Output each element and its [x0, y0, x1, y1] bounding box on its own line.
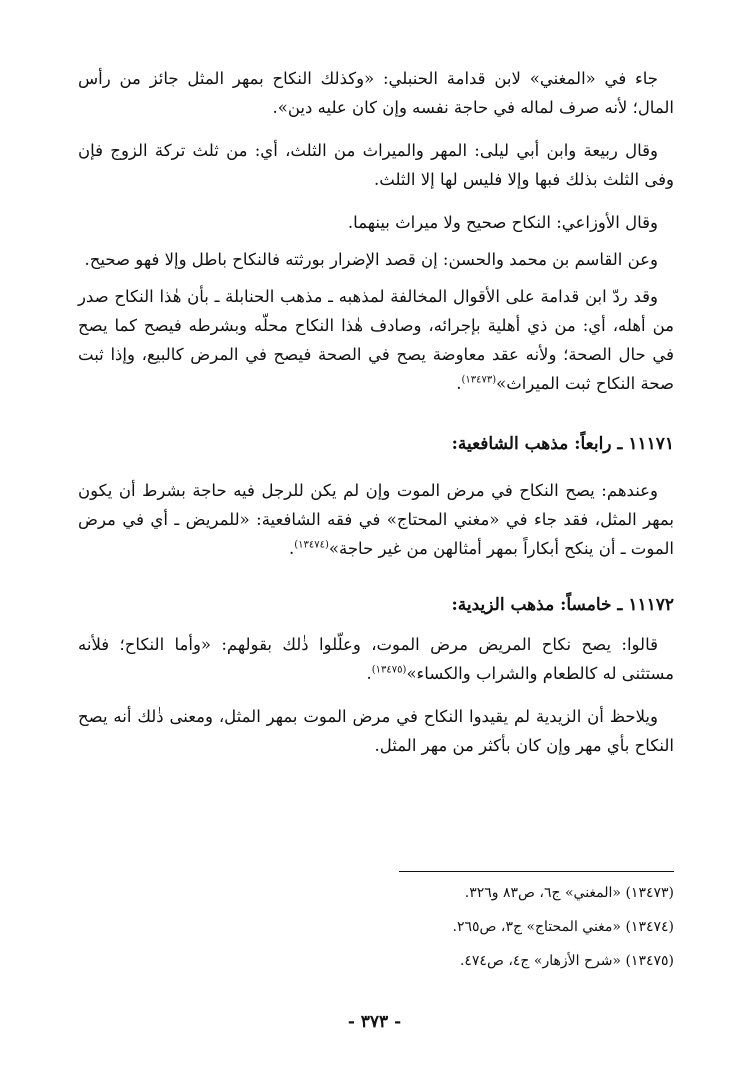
paragraph-text: ويلاحظ أن الزيدية لم يقيدوا النكاح في مرض الموت بمهر المثل، ومعنى ذٰلك أنه يصح النكاح بأي مهر وإن كان بأكثر من مهر المثل.	[78, 707, 674, 755]
footnote-3: (١٣٤٧٥) «شرح الأزهار» ج٤، ص٤٧٤.	[459, 953, 674, 969]
paragraph-qasim	[78, 245, 674, 274]
footnote-1: (١٣٤٧٣) «المغني» ج٦، ص٨٣ و٣٢٦.	[464, 885, 674, 901]
paragraph-awzai	[78, 208, 674, 237]
footnote-2: (١٣٤٧٤) «مغني المحتاج» ج٣، ص٢٦٥.	[452, 919, 674, 935]
paragraph-text: وقال الأوزاعي: النكاح صحيح ولا ميراث بينهما.	[347, 213, 658, 232]
body-text-shafii	[78, 476, 674, 563]
paragraph-mughni-quote	[78, 64, 674, 122]
paragraph-ibn-qudama-reply: وقد ردّ ابن قدامة على الأقوال المخالفة لمذهبه ـ مذهب الحنابلة ـ بأن هٰذا النكاح صدر من أهله، أي: من ذي أهلية بإجرائه، وصادف هٰذا النكاح محلّه وبشرطه فيصح كما يصح في حال الصحة؛ ولأنه عقد معاوضة يصح في الصحة فيصح في المرض كالبيع، وإذا ثبت صحة النكاح ثبت الميراث»$^{(١٣٤٧٣)}$.	[78, 287, 674, 393]
paragraph-text: وقد ردّ ابن قدامة على الأقوال المخالفة لمذهبه ـ مذهب الحنابلة ـ بأن هٰذا النكاح صدر من أهله، أي: من ذي أهلية بإجرائه، وصادف هٰذا النكاح محلّه وبشرطه فيصح كما يصح في حال الصحة؛ ولأنه عقد معاوضة يصح في الصحة فيصح في المرض كالبيع، وإذا ثبت صحة النكاح ثبت الميراث»	[78, 287, 674, 393]
footnote-marker: (١٣٤٧٥)	[371, 664, 407, 676]
paragraph-text: قالوا: يصح نكاح المريض مرض الموت، وعلّلوا ذٰلك بقولهم: «وأما النكاح؛ فلأنه مستثنى له كالطعام والشراب والكساء»	[78, 635, 674, 683]
body-text-top	[78, 64, 674, 398]
page-number: - ٣٧٣ -	[347, 1012, 402, 1032]
body-text-zaydi	[78, 630, 674, 760]
footnote-marker: (١٣٤٧٣)	[461, 374, 497, 386]
section-heading-zaydi: ١١١٧٢ ـ خامساً: مذهب الزيدية:	[451, 595, 674, 615]
footnote-marker: (١٣٤٧٤)	[294, 539, 329, 551]
paragraph-shafii: وعندهم: يصح النكاح في مرض الموت وإن لم يكن للرجل فيه حاجة بشرط أن يكون بمهر المثل، فقد جاء في «مغني المحتاج» في فقه الشافعية: «للمريض ـ أي في مرض الموت ـ أن ينكح أبكاراً بمهر أمثالهن من غير حاجة»$^{(١٣٤٧٤)}$.	[78, 481, 674, 558]
paragraph-zaydi-2	[78, 702, 674, 760]
section-heading-shafii: ١١١٧١ ـ رابعاً: مذهب الشافعية:	[451, 434, 674, 454]
paragraph-text: وقال ربيعة وابن أبي ليلى: المهر والميراث من الثلث، أي: من ثلث تركة الزوج فإن وفى الثلث بذلك فبها وإلا فليس لها إلا الثلث.	[78, 141, 674, 189]
paragraph-rabia	[78, 136, 674, 194]
paragraph-text: جاء في «المغني» لابن قدامة الحنبلي: «وكذلك النكاح بمهر المثل جائز من رأس المال؛ لأنه صرف لماله في حاجة نفسه وإن كان عليه دين».	[78, 69, 674, 117]
paragraph-zaydi-1: قالوا: يصح نكاح المريض مرض الموت، وعلّلوا ذٰلك بقولهم: «وأما النكاح؛ فلأنه مستثنى له كالطعام والشراب والكساء»$^{(١٣٤٧٥)}$.	[78, 635, 674, 683]
footnote-separator	[399, 871, 674, 872]
paragraph-text: وعن القاسم بن محمد والحسن: إن قصد الإضرار بورثته فالنكاح باطل وإلا فهو صحيح.	[84, 250, 658, 269]
paragraph-text: وعندهم: يصح النكاح في مرض الموت وإن لم يكن للرجل فيه حاجة بشرط أن يكون بمهر المثل، فقد جاء في «مغني المحتاج» في فقه الشافعية: «للمريض ـ أي في مرض الموت ـ أن ينكح أبكاراً بمهر أمثالهن من غير حاجة»	[78, 481, 674, 558]
